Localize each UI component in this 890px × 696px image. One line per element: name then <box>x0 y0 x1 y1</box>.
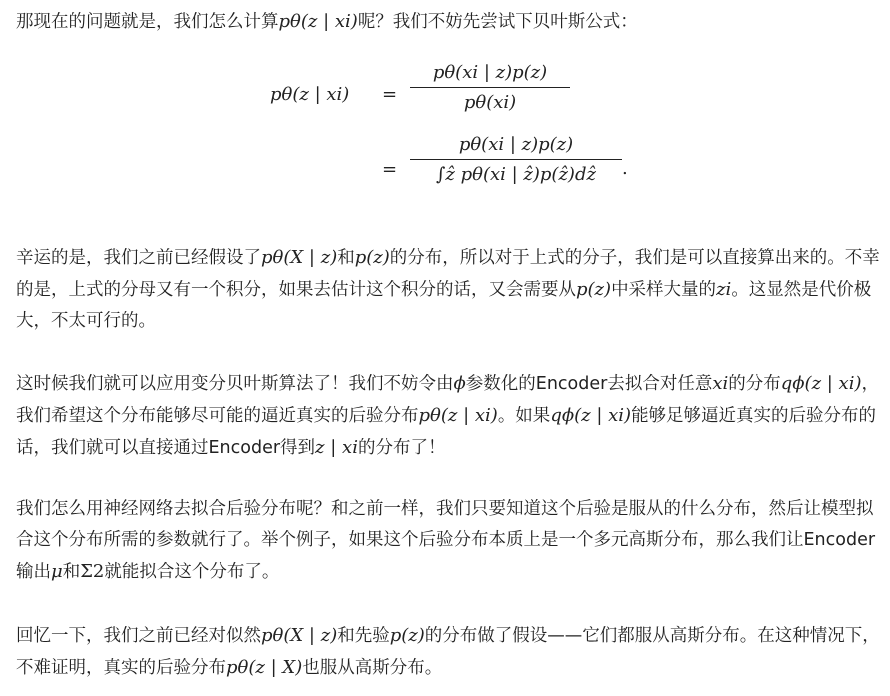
intro-math: pθ(z | xi) <box>278 11 358 32</box>
p1-text-a: 辛运的是，我们之前已经假设了 <box>16 248 261 268</box>
p4-math-likelihood: pθ(X | z) <box>261 625 338 646</box>
p1-math-zi: zi <box>716 279 732 300</box>
p2-math-q: qϕ(z | xi) <box>780 373 862 394</box>
p2-text-g: 的分布了！ <box>357 438 446 458</box>
equation-lhs: pθ(z | xi) <box>270 84 350 105</box>
p2-text-e: 。如果 <box>497 406 551 426</box>
p4-text-d: 也服从高斯分布。 <box>302 658 443 678</box>
p2-text-d: ，我们希望这个分布能够尽可能的逼近真实的后验分布 <box>16 374 879 426</box>
p2-text-a: 这时候我们就可以应用变分贝叶斯算法了！我们不妨令由 <box>16 374 454 394</box>
p2-text-c: 的分布 <box>728 374 781 394</box>
fraction-1 <box>410 62 570 113</box>
p2-math-phi: ϕ <box>453 373 466 394</box>
fraction-1-bar <box>410 87 570 88</box>
fraction-2-bar <box>410 159 622 160</box>
fraction-1-denominator: pθ(xi) <box>463 92 517 113</box>
fraction-2-denominator: ∫ẑ pθ(xi | ẑ)p(ẑ)dẑ <box>436 164 596 185</box>
fraction-2-numerator: pθ(xi | z)p(z) <box>458 134 574 155</box>
p1-text-c: 的分布，所以对于上式的分子，我们是可以直接算出来的。不幸的是，上式的分母又有一个积分，如果去估计这个积分的话，又会需要从 <box>16 248 880 300</box>
paragraph-4 <box>16 620 880 684</box>
p2-math-xi: xi <box>712 373 729 394</box>
p3-text-a: 我们怎么用神经网络去拟合后验分布呢？和之前一样，我们只要知道这个后验是服从的什么分布，然后让模型拟合这个分布所需的参数就行了。举个例子，如果这个后验分布本质上是一个多元高斯分布，那么我们让Encoder输出 <box>16 499 876 582</box>
p1-math-prior-2: p(z) <box>576 279 612 300</box>
p4-text-a: 回忆一下，我们之前已经对似然 <box>16 626 261 646</box>
p3-math-sigma: Σ2 <box>80 561 105 582</box>
p1-text-d: 中采样大量的 <box>611 280 717 300</box>
p3-text-c: 就能拟合这个分布了。 <box>104 562 280 582</box>
p2-math-posterior: pθ(z | xi) <box>418 405 498 426</box>
p3-text-b: 和 <box>62 562 81 582</box>
equals-sign-2: = <box>382 159 398 180</box>
bayes-equation <box>260 62 640 212</box>
intro-text-b: 呢？我们不妨先尝试下贝叶斯公式： <box>357 12 638 32</box>
p2-text-f: 能够足够逼近真实的后验分布的话，我们就可以直接通过Encoder得到 <box>16 406 877 458</box>
p4-math-prior: p(z) <box>389 625 425 646</box>
paragraph-3 <box>16 494 880 588</box>
fraction-1-numerator: pθ(xi | z)p(z) <box>432 62 548 83</box>
equals-sign: = <box>382 84 398 105</box>
p1-text-e: 。这显然是代价极大，不太可行的。 <box>16 280 872 331</box>
fraction-2 <box>410 134 622 185</box>
intro-paragraph <box>16 6 880 38</box>
p2-math-conditional: z | xi <box>315 437 358 458</box>
p4-math-posterior: pθ(z | X) <box>226 657 303 678</box>
paragraph-2 <box>16 368 880 464</box>
p2-math-q-2: qϕ(z | xi) <box>550 405 632 426</box>
p3-math-mu: μ <box>51 561 63 582</box>
p4-text-b: 和先验 <box>337 626 390 646</box>
paragraph-1 <box>16 242 880 337</box>
p4-text-c: 的分布做了假设——它们都服从高斯分布。在这种情况下，不难证明，真实的后验分布 <box>16 626 880 678</box>
p1-math-prior: p(z) <box>354 247 390 268</box>
p1-text-b: 和 <box>337 248 355 268</box>
p1-math-likelihood: pθ(X | z) <box>261 247 338 268</box>
p2-text-b: 参数化的Encoder去拟合对任意 <box>465 374 713 394</box>
equation-period: . <box>622 158 628 179</box>
intro-text-a: 那现在的问题就是，我们怎么计算 <box>16 12 279 32</box>
